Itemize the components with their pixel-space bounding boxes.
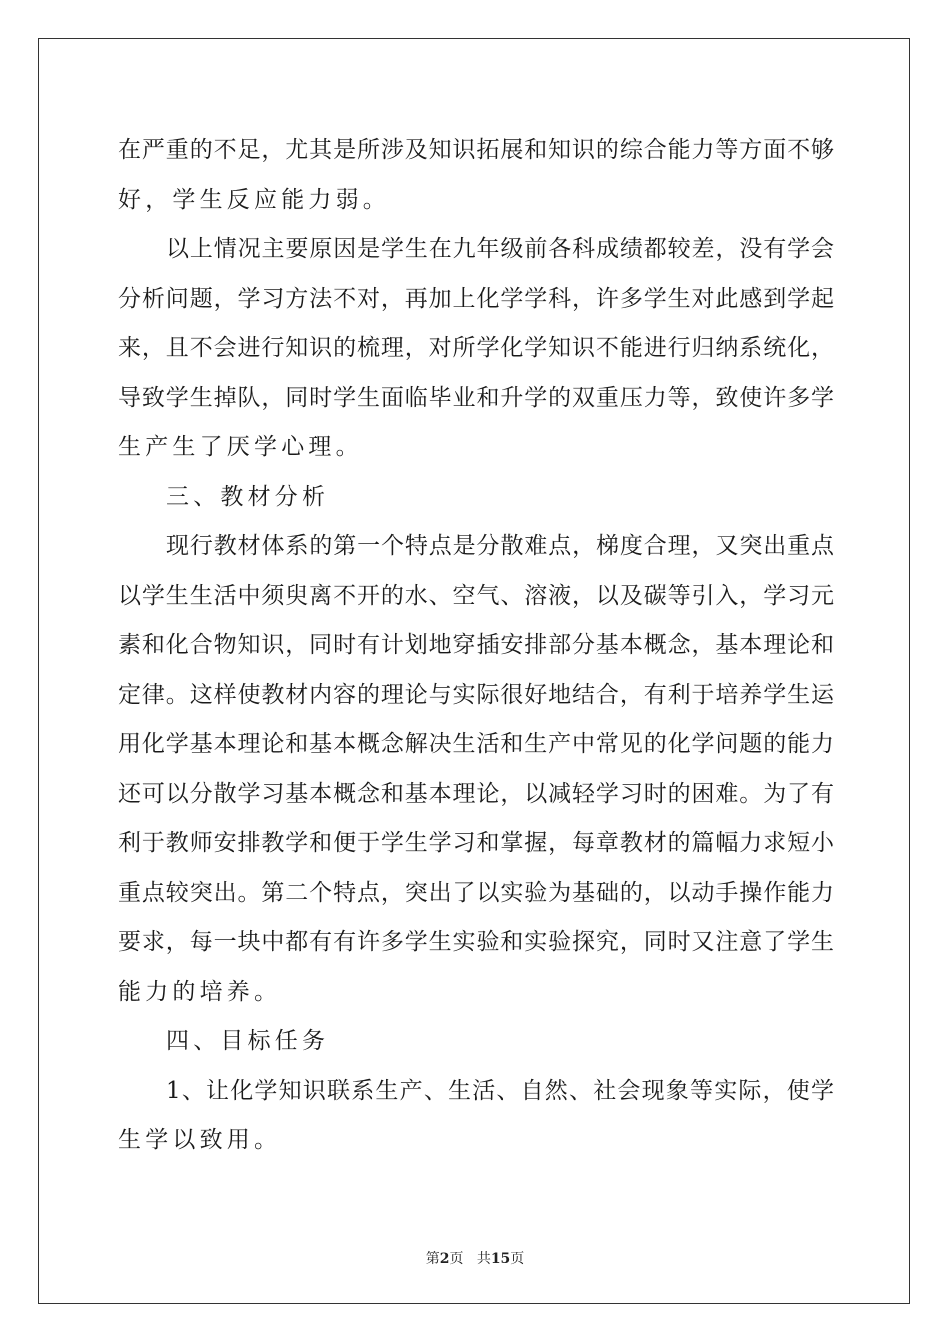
text-line: 定律。这样使教材内容的理论与实际很好地结合，有利于培养学生运 bbox=[118, 681, 834, 708]
text-line: 要求，每一块中都有有许多学生实验和实验探究，同时又注意了学生 bbox=[118, 929, 834, 955]
text-line: 以上情况主要原因是学生在九年级前各科成绩都较差，没有学会 bbox=[166, 236, 834, 262]
text-line: 还可以分散学习基本概念和基本理论，以减轻学习时的困难。为了有 bbox=[118, 780, 834, 807]
text-line: 生学以致用。 bbox=[118, 1127, 282, 1153]
section-heading: 四、目标任务 bbox=[166, 1028, 330, 1054]
text-line: 利于教师安排教学和便于学生学习和掌握，每章教材的篇幅力求短小 bbox=[118, 830, 834, 856]
text-line: 在严重的不足，尤其是所涉及知识拓展和知识的综合能力等方面不够 bbox=[118, 137, 834, 163]
footer-total-prefix: 共 bbox=[476, 1251, 491, 1267]
footer-page-prefix: 第 bbox=[425, 1251, 440, 1267]
section-heading: 三、教材分析 bbox=[166, 483, 330, 510]
text-line: 来，且不会进行知识的梳理，对所学化学知识不能进行归纳系统化， bbox=[118, 335, 834, 361]
text-line: 1、让化学知识联系生产、生活、自然、社会现象等实际，使学 bbox=[166, 1077, 834, 1104]
text-line: 能力的培养。 bbox=[118, 978, 282, 1005]
text-line: 以学生生活中须臾离不开的水、空气、溶液，以及碳等引入，学习元 bbox=[118, 582, 834, 609]
text-line: 分析问题，学习方法不对，再加上化学学科，许多学生对此感到学起 bbox=[118, 285, 834, 312]
text-line: 重点较突出。第二个特点，突出了以实验为基础的，以动手操作能力 bbox=[118, 879, 834, 906]
text-line: 素和化合物知识，同时有计划地穿插安排部分基本概念，基本理论和 bbox=[118, 632, 834, 658]
document-body bbox=[118, 126, 834, 1166]
page-footer bbox=[0, 1248, 950, 1268]
text-line: 生产生了厌学心理。 bbox=[118, 434, 363, 460]
footer-page-suffix: 页 bbox=[449, 1251, 464, 1267]
text-line: 导致学生掉队，同时学生面临毕业和升学的双重压力等，致使许多学 bbox=[118, 384, 834, 411]
text-line: 现行教材体系的第一个特点是分散难点，梯度合理，又突出重点 bbox=[166, 533, 834, 559]
text-line: 用化学基本理论和基本概念解决生活和生产中常见的化学问题的能力 bbox=[118, 731, 834, 757]
footer-page-number: 2 bbox=[439, 1251, 450, 1267]
text-line: 好，学生反应能力弱。 bbox=[118, 186, 390, 213]
footer-total-suffix: 页 bbox=[510, 1251, 525, 1267]
footer-total-pages: 15 bbox=[490, 1251, 511, 1267]
